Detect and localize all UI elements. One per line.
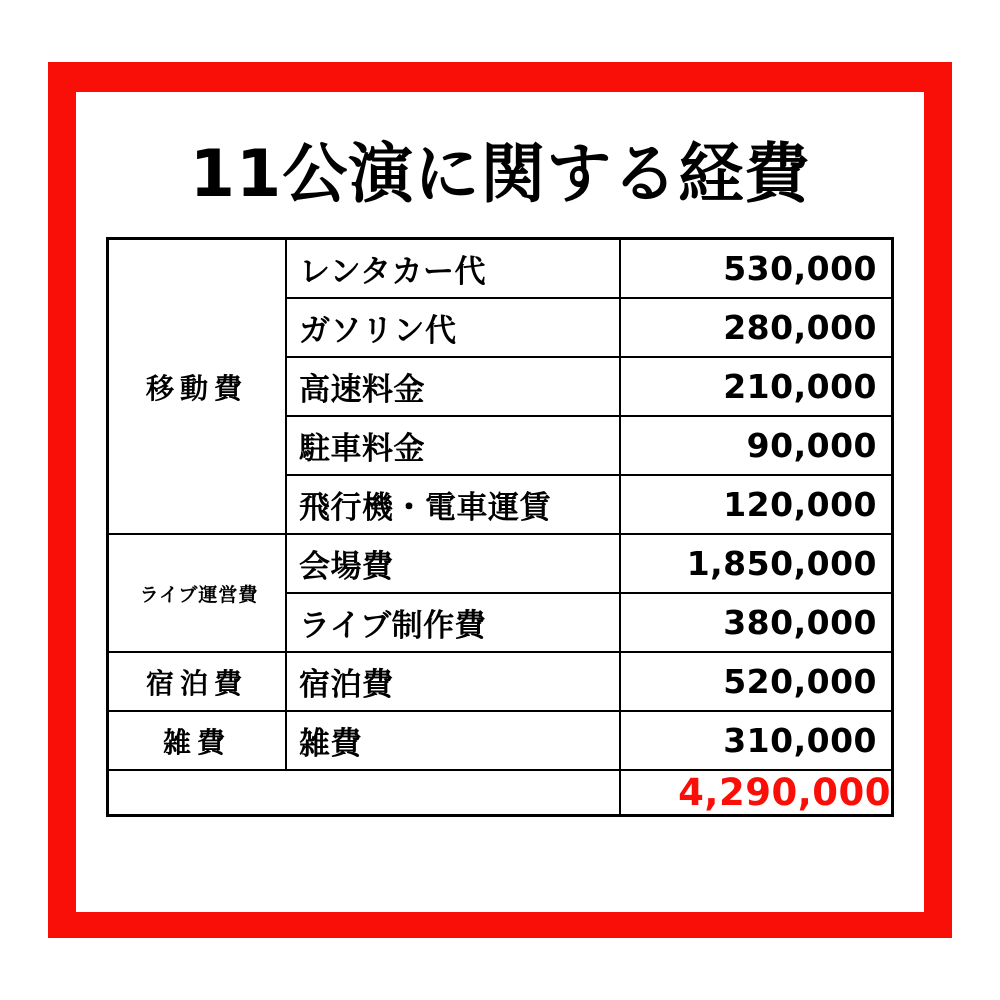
- item-amount: 1,850,000: [620, 534, 893, 593]
- item-name: ライブ制作費: [286, 593, 620, 652]
- expense-table: [106, 237, 894, 817]
- item-amount: 90,000: [620, 416, 893, 475]
- category-label-live-operations: ライブ運営費: [108, 534, 287, 652]
- item-name: レンタカー代: [286, 239, 620, 299]
- item-amount: 520,000: [620, 652, 893, 711]
- item-amount: 280,000: [620, 298, 893, 357]
- category-label-transport: 移動費: [108, 239, 287, 535]
- total-label: [108, 770, 621, 816]
- item-amount: 380,000: [620, 593, 893, 652]
- table-row: [108, 239, 893, 299]
- table-row: [108, 711, 893, 770]
- item-name: ガソリン代: [286, 298, 620, 357]
- table-row: [108, 534, 893, 593]
- item-name: 宿泊費: [286, 652, 620, 711]
- item-amount: 310,000: [620, 711, 893, 770]
- page-title: 11公演に関する経費: [189, 137, 811, 212]
- item-name: 飛行機・電車運賃: [286, 475, 620, 534]
- item-amount: 120,000: [620, 475, 893, 534]
- total-row: [108, 770, 893, 816]
- category-label-misc: 雑費: [108, 711, 287, 770]
- item-amount: 210,000: [620, 357, 893, 416]
- red-border-frame: [48, 62, 952, 938]
- item-name: 駐車料金: [286, 416, 620, 475]
- item-name: 雑費: [286, 711, 620, 770]
- item-name: 高速料金: [286, 357, 620, 416]
- category-label-lodging: 宿泊費: [108, 652, 287, 711]
- total-amount: 4,290,000: [620, 770, 893, 816]
- table-row: [108, 652, 893, 711]
- item-name: 会場費: [286, 534, 620, 593]
- document-sheet: [76, 92, 924, 912]
- item-amount: 530,000: [620, 239, 893, 299]
